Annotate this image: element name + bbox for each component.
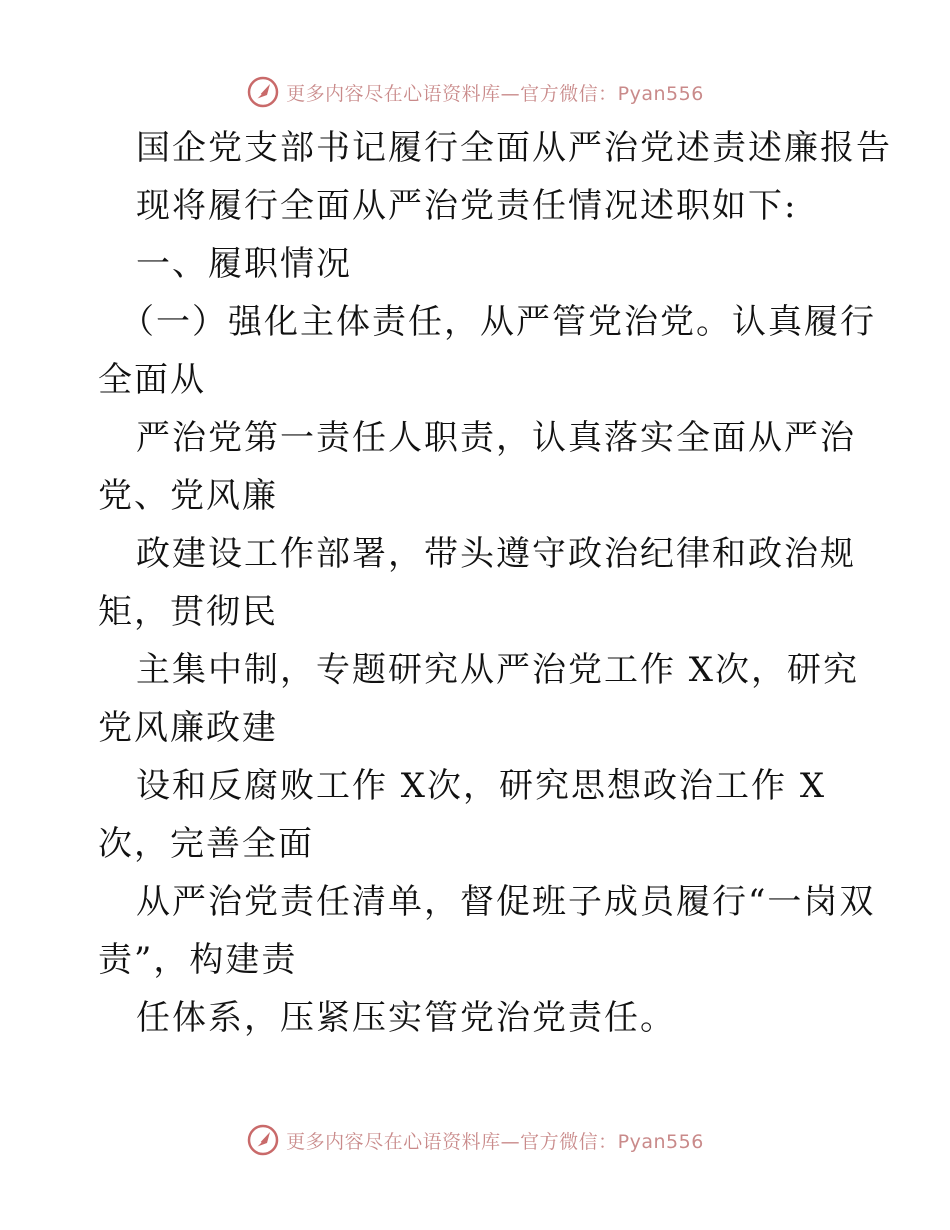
body-line: 从严治党责任清单，督促班子成员履行“一岗双: [136, 882, 876, 922]
document-title: 国企党支部书记履行全面从严治党述责述廉报告: [136, 128, 892, 168]
body-line: 次，完善全面: [98, 824, 314, 864]
body-line: 党风廉政建: [98, 708, 278, 748]
quill-logo-icon: [246, 75, 280, 109]
body-line: 全面从: [98, 360, 206, 400]
watermark-text: 更多内容尽在心语资料库—官方微信：Pyan556: [286, 82, 704, 105]
body-line: 政建设工作部署，带头遵守政治纪律和政治规: [136, 534, 856, 574]
body-line: 现将履行全面从严治党责任情况述职如下:: [136, 186, 798, 226]
body-line: 矩，贯彻民: [98, 592, 278, 632]
watermark-header: [0, 72, 950, 112]
body-line: 严治党第一责任人职责，认真落实全面从严治: [136, 418, 856, 458]
body-line: 设和反腐败工作 X次，研究思想政治工作 X: [136, 766, 827, 806]
watermark-footer: [0, 1120, 950, 1160]
watermark-text: 更多内容尽在心语资料库—官方微信：Pyan556: [286, 1130, 704, 1153]
body-line: 党、党风廉: [98, 476, 278, 516]
body-line: 任体系，压紧压实管党治党责任。: [136, 998, 676, 1038]
body-line: 责”，构建责: [98, 940, 298, 980]
subsection-heading: （一）强化主体责任，从严管党治党。认真履行: [120, 302, 876, 342]
body-line: 主集中制，专题研究从严治党工作 X次，研究: [136, 650, 860, 690]
section-heading: 一、履职情况: [136, 244, 352, 284]
quill-logo-icon: [246, 1123, 280, 1157]
